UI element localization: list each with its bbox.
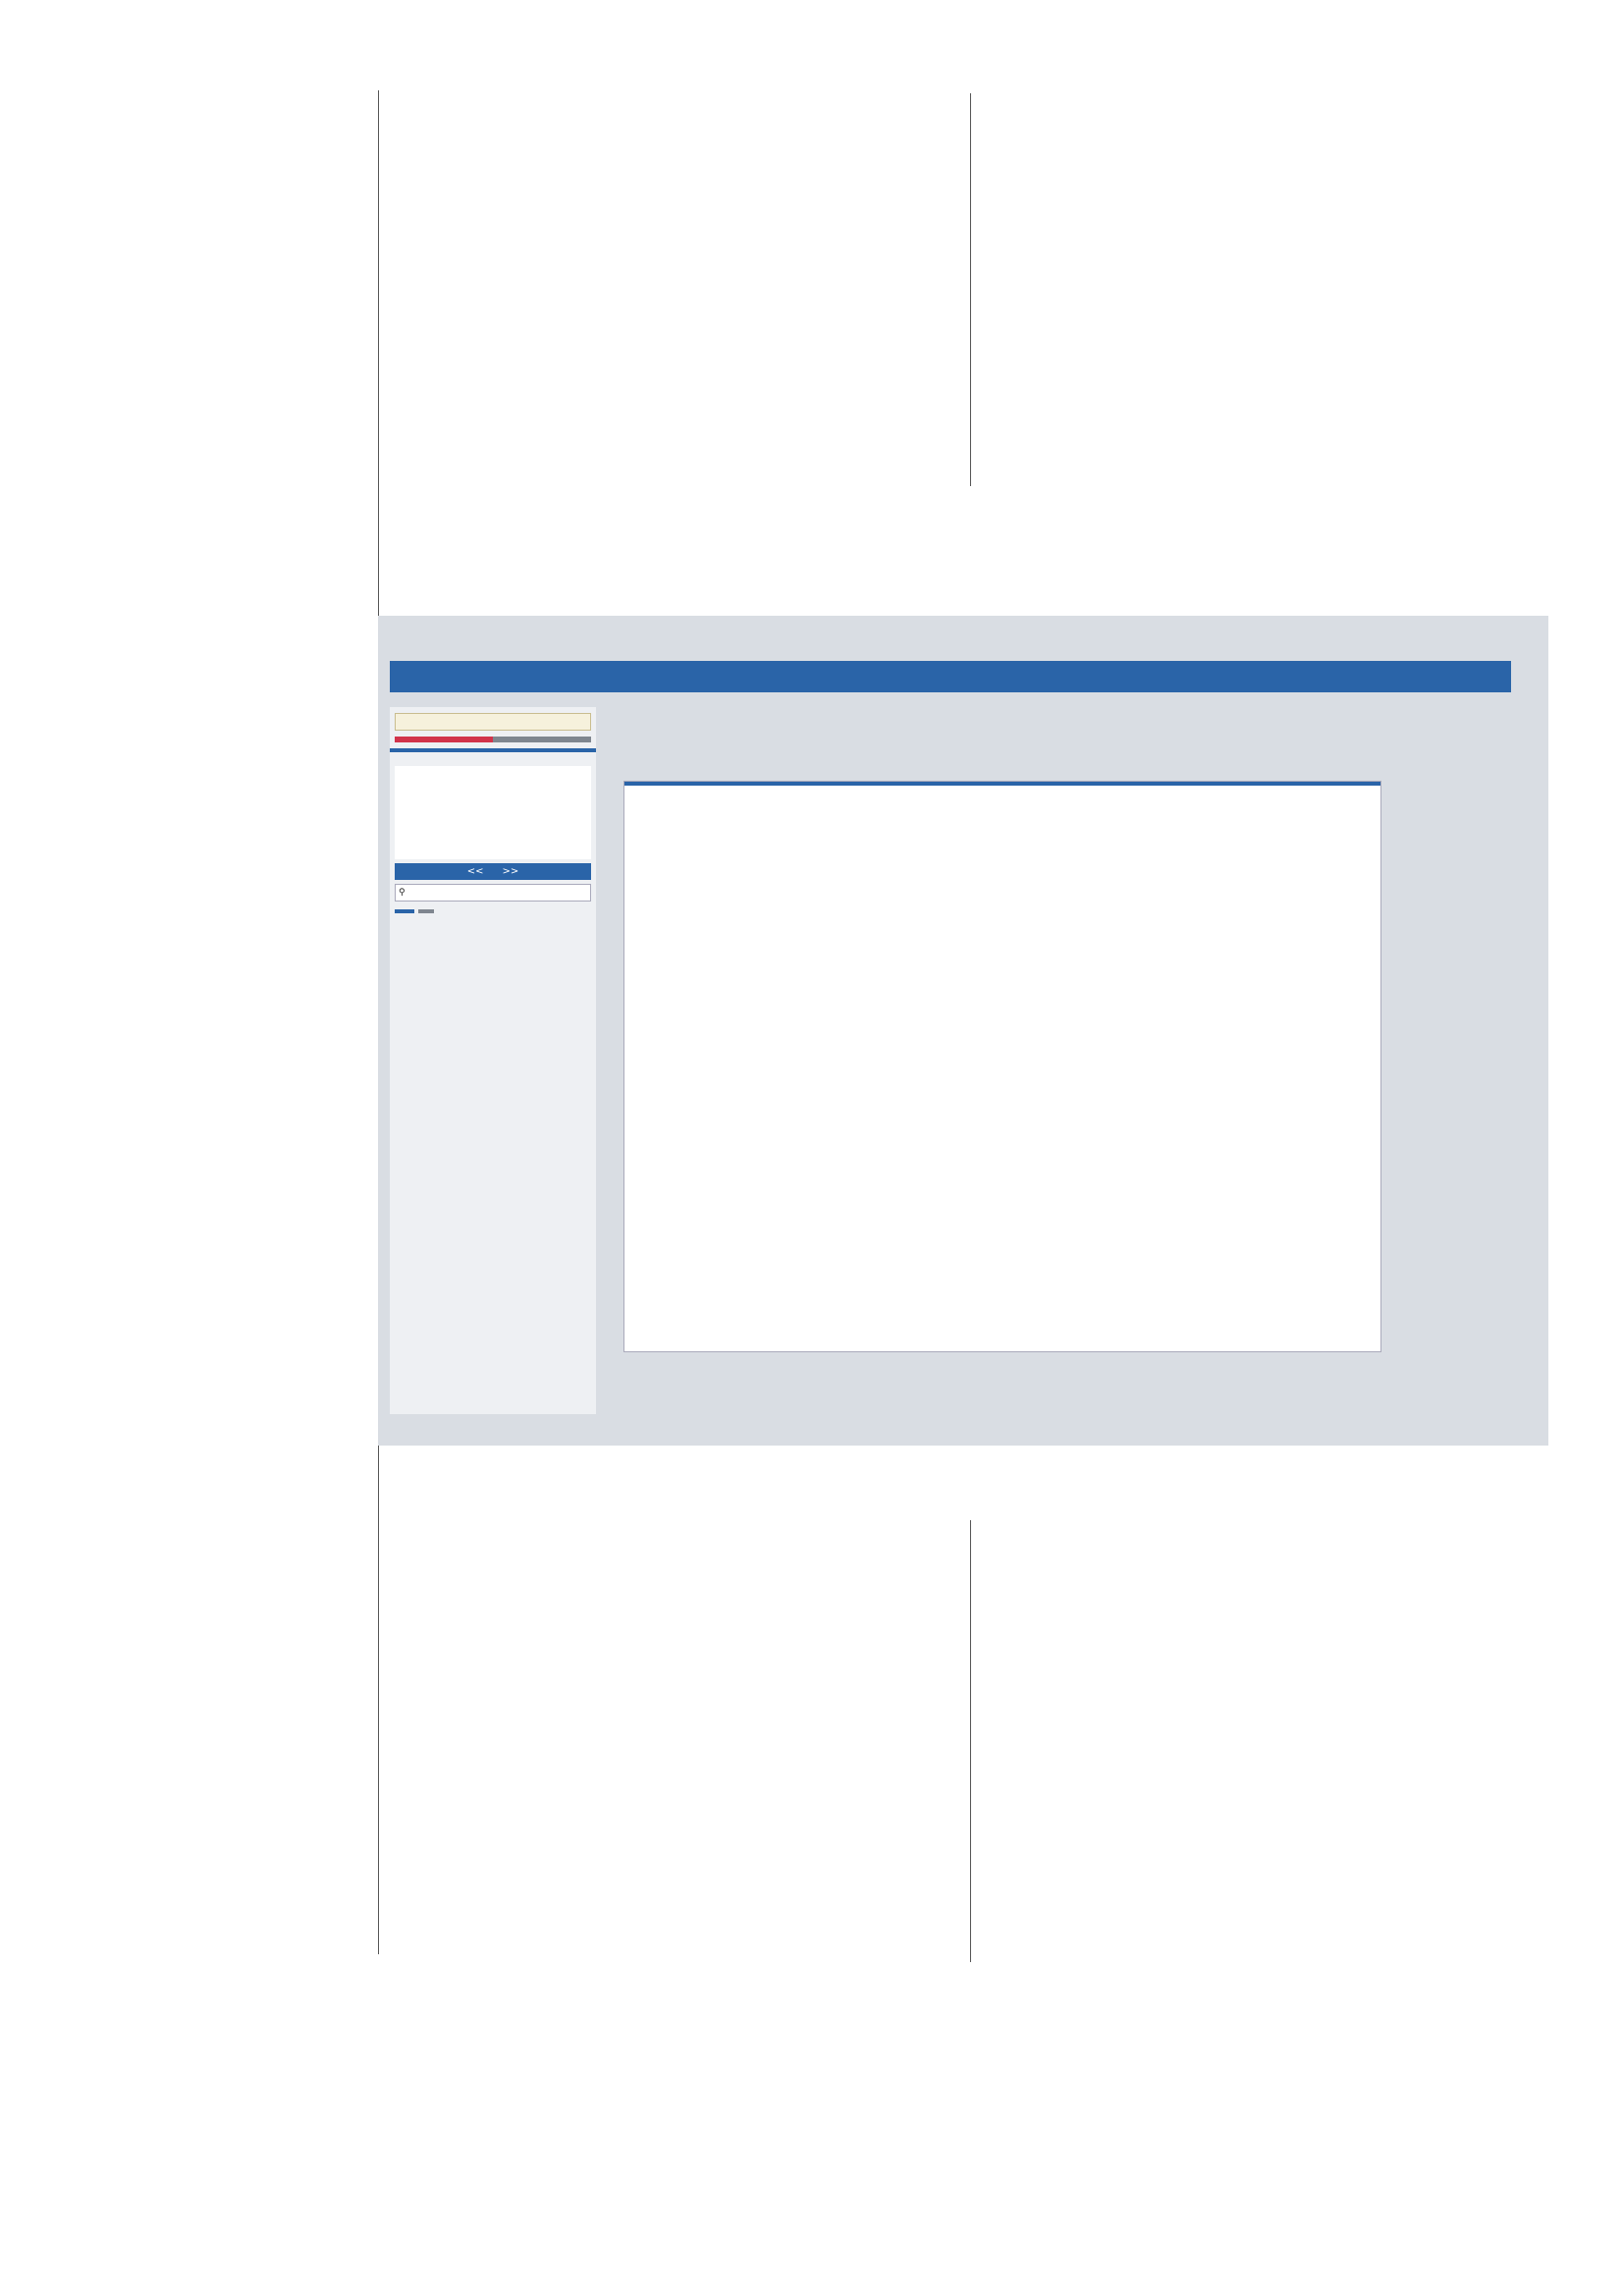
- condition-clear-button[interactable]: << >>: [395, 863, 591, 880]
- condition-row: [390, 752, 596, 764]
- chart-panel: [623, 781, 1381, 1352]
- sidebar-tab-population[interactable]: [418, 909, 434, 913]
- analysis-count: [395, 713, 591, 731]
- app-tab-bar: [390, 639, 1537, 661]
- sidebar-tab-basic[interactable]: [395, 909, 414, 913]
- population-bar-chart: [624, 799, 1380, 1349]
- filter-sidebar: [390, 707, 596, 1414]
- chart-title-bar: [624, 782, 1380, 786]
- middle-column-rule-bottom: [970, 1520, 971, 1962]
- vertical-axis-panel: [1404, 791, 1522, 804]
- care-vision-screenshot: [378, 616, 1548, 1446]
- body-left-column: [393, 1510, 921, 1522]
- lock-button[interactable]: [493, 737, 591, 742]
- middle-column-rule-top: [970, 93, 971, 486]
- horizontal-axis-bar: [623, 1370, 1409, 1389]
- left-column-rule-bottom: [378, 1444, 379, 1954]
- search-input[interactable]: [395, 884, 591, 902]
- unlock-button[interactable]: [395, 737, 493, 742]
- running-footer: [1105, 2214, 1112, 2238]
- search-icon: ⚲: [399, 888, 406, 898]
- app-header: [390, 661, 1511, 692]
